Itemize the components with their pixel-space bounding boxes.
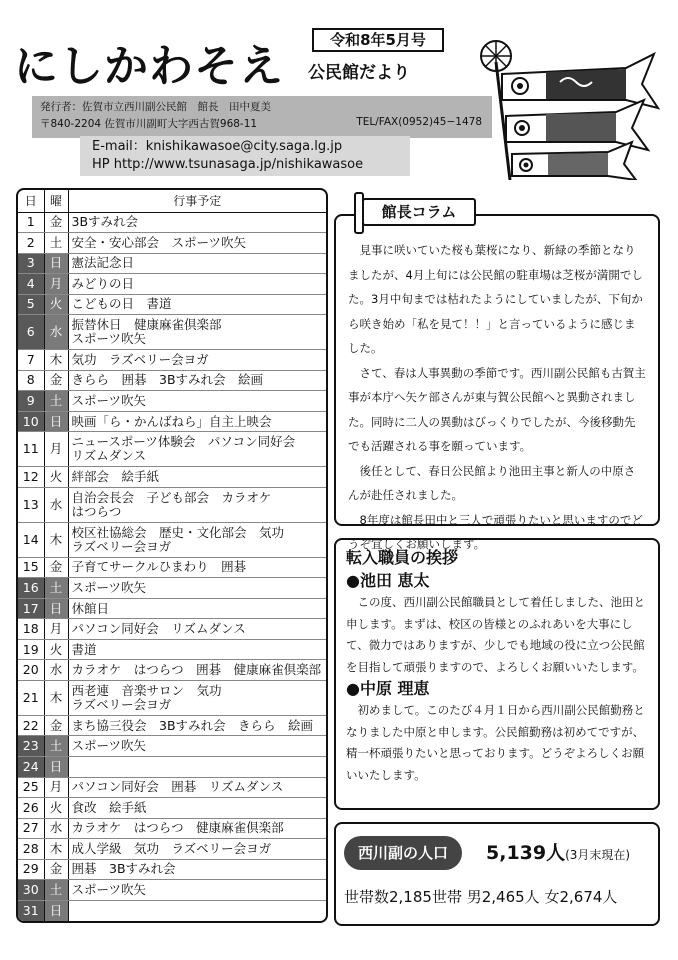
schedule-row xyxy=(18,715,326,736)
day-number: 23 xyxy=(18,736,44,757)
population-label: 西川副の人口 xyxy=(344,836,462,870)
weekday: 月 xyxy=(44,619,68,640)
day-number: 4 xyxy=(18,274,44,295)
event-text: 校区社協総会 歴史・文化部会 気功 xyxy=(71,524,285,540)
weekday: 日 xyxy=(44,598,68,619)
homepage-link[interactable]: HP http://www.tsunasaga.jp/nishikawasoe xyxy=(92,157,364,172)
day-number: 6 xyxy=(18,315,44,350)
event-text: 食改 絵手紙 xyxy=(71,799,147,815)
event-text: リズムダンス xyxy=(71,448,147,464)
weekday: 土 xyxy=(44,233,68,254)
koinobori-icon xyxy=(476,34,668,180)
event-text: 子育てサークルひまわり 囲碁 xyxy=(71,559,247,575)
schedule-row xyxy=(18,818,326,839)
day-number: 21 xyxy=(18,680,44,715)
event-cell xyxy=(68,680,326,715)
event-cell xyxy=(68,660,326,681)
issue-label: 令和8年5月号 xyxy=(312,28,444,52)
schedule-row xyxy=(18,578,326,599)
day-number: 2 xyxy=(18,233,44,254)
event-text: 憲法記念日 xyxy=(71,255,135,271)
day-number: 13 xyxy=(18,487,44,522)
weekday: 金 xyxy=(44,557,68,578)
event-text: 囲碁 3Bすみれ会 xyxy=(71,861,176,877)
event-cell xyxy=(68,859,326,880)
weekday: 木 xyxy=(44,350,68,371)
event-column-header: 行事予定 xyxy=(68,190,326,212)
schedule-row xyxy=(18,798,326,819)
schedule-row xyxy=(18,315,326,350)
column-paragraph: 8年度は館長田中と三人で頑張りたいと思いますのでどうぞ宜しくお願いします。 xyxy=(348,512,643,551)
day-column-header: 日 xyxy=(18,190,44,212)
schedule-row xyxy=(18,411,326,432)
weekday: 金 xyxy=(44,212,68,233)
schedule-row xyxy=(18,839,326,860)
schedule-row xyxy=(18,680,326,715)
day-number: 10 xyxy=(18,411,44,432)
day-number: 28 xyxy=(18,839,44,860)
schedule-row xyxy=(18,467,326,488)
day-number: 22 xyxy=(18,715,44,736)
event-text: ニュースポーツ体験会 パソコン同好会 xyxy=(71,434,296,450)
day-number: 20 xyxy=(18,660,44,681)
event-cell xyxy=(68,315,326,350)
schedule-row xyxy=(18,487,326,522)
schedule-table xyxy=(18,190,326,921)
schedule-row xyxy=(18,756,326,777)
greetings-title: 転入職員の挨拶 xyxy=(346,548,459,567)
event-text: きらら 囲碁 3Bすみれ会 絵画 xyxy=(71,372,264,388)
event-cell xyxy=(68,557,326,578)
event-cell xyxy=(68,777,326,798)
weekday: 土 xyxy=(44,391,68,412)
schedule-row xyxy=(18,212,326,233)
email-link[interactable]: E-mail：knishikawasoe@city.saga.lg.jp xyxy=(92,139,343,154)
day-number: 30 xyxy=(18,880,44,901)
day-number: 7 xyxy=(18,350,44,371)
schedule-row xyxy=(18,598,326,619)
schedule-row xyxy=(18,880,326,901)
schedule-row xyxy=(18,900,326,921)
event-cell xyxy=(68,391,326,412)
event-text: スポーツ吹矢 xyxy=(71,738,147,754)
newsletter-subtitle: 公民館だより xyxy=(308,63,410,83)
day-number: 5 xyxy=(18,294,44,315)
weekday: 土 xyxy=(44,880,68,901)
event-cell xyxy=(68,411,326,432)
day-number: 18 xyxy=(18,619,44,640)
weekday: 金 xyxy=(44,859,68,880)
schedule-row xyxy=(18,859,326,880)
day-number: 3 xyxy=(18,253,44,274)
day-number: 31 xyxy=(18,900,44,921)
day-number: 8 xyxy=(18,370,44,391)
contact-info xyxy=(80,136,410,176)
event-text: ラズベリー会ヨガ xyxy=(71,696,172,712)
day-number: 27 xyxy=(18,818,44,839)
event-text: カラオケ はつらつ 健康麻雀倶楽部 xyxy=(71,820,284,836)
event-text: スポーツ吹矢 xyxy=(71,579,147,595)
event-cell xyxy=(68,900,326,921)
weekday-column-header: 曜 xyxy=(44,190,68,212)
event-text: 映画「ら・かんばねら」自主上映会 xyxy=(71,413,272,429)
column-title: 館長コラム xyxy=(362,198,476,226)
event-cell xyxy=(68,253,326,274)
weekday: 日 xyxy=(44,900,68,921)
publisher-info xyxy=(32,96,492,138)
event-text: 絆部会 絵手紙 xyxy=(71,469,160,485)
weekday: 水 xyxy=(44,818,68,839)
event-text: はつらつ xyxy=(71,503,122,519)
event-cell xyxy=(68,598,326,619)
weekday: 金 xyxy=(44,370,68,391)
event-cell xyxy=(68,818,326,839)
event-text: スポーツ吹矢 xyxy=(71,393,147,409)
column-paragraph: 見事に咲いていた桜も葉桜になり、新緑の季節となりましたが、4月上旬には公民館の駐車場は芝桜が満開でした。3月中旬までは枯れたようにしていましたが、下旬から咲き始め「私を見て！！」と言っているように感じました。 xyxy=(348,243,643,355)
day-number: 17 xyxy=(18,598,44,619)
event-cell xyxy=(68,880,326,901)
weekday: 水 xyxy=(44,315,68,350)
event-cell xyxy=(68,798,326,819)
weekday: 木 xyxy=(44,680,68,715)
event-text: こどもの日 書道 xyxy=(71,296,172,312)
day-number: 19 xyxy=(18,639,44,660)
event-cell xyxy=(68,736,326,757)
staff-name: ●池田 恵太 xyxy=(346,571,430,590)
event-cell xyxy=(68,432,326,467)
event-cell xyxy=(68,715,326,736)
event-text: パソコン同好会 囲碁 リズムダンス xyxy=(71,779,284,795)
event-cell xyxy=(68,294,326,315)
schedule-row xyxy=(18,736,326,757)
event-text: パソコン同好会 リズムダンス xyxy=(71,621,246,637)
event-text: まち協三役会 3Bすみれ会 きらら 絵画 xyxy=(71,717,314,733)
event-text: スポーツ吹矢 xyxy=(71,331,147,347)
day-number: 1 xyxy=(18,212,44,233)
event-text: カラオケ はつらつ 囲碁 健康麻雀倶楽部 xyxy=(71,662,322,678)
day-number: 14 xyxy=(18,522,44,557)
event-cell xyxy=(68,522,326,557)
staff-name: ●中原 理恵 xyxy=(346,679,430,698)
weekday: 水 xyxy=(44,487,68,522)
weekday: 火 xyxy=(44,639,68,660)
publisher-line: 発行者：佐賀市立西川副公民館 館長 田中夏美 xyxy=(40,101,271,113)
weekday: 火 xyxy=(44,467,68,488)
event-text: みどりの日 xyxy=(71,275,135,291)
event-text: 自治会長会 子ども部会 カラオケ xyxy=(71,489,272,505)
event-cell xyxy=(68,370,326,391)
day-number: 16 xyxy=(18,578,44,599)
weekday: 日 xyxy=(44,253,68,274)
tel-fax: TEL/FAX(0952)45−1478 xyxy=(356,116,482,128)
event-cell xyxy=(68,839,326,860)
event-text: 安全・安心部会 スポーツ吹矢 xyxy=(71,234,247,250)
schedule-row xyxy=(18,274,326,295)
population-total-line xyxy=(486,838,630,865)
new-staff-greetings xyxy=(334,538,660,810)
event-cell xyxy=(68,619,326,640)
schedule-row xyxy=(18,777,326,798)
event-text: ラズベリー会ヨガ xyxy=(71,538,172,554)
weekday: 水 xyxy=(44,660,68,681)
day-number: 9 xyxy=(18,391,44,412)
event-cell xyxy=(68,350,326,371)
event-schedule xyxy=(16,188,328,923)
schedule-row xyxy=(18,639,326,660)
event-cell xyxy=(68,487,326,522)
event-cell xyxy=(68,756,326,777)
event-text: スポーツ吹矢 xyxy=(71,882,147,897)
event-text: 振替休日 健康麻雀倶楽部 xyxy=(71,317,222,333)
day-number: 26 xyxy=(18,798,44,819)
weekday: 月 xyxy=(44,274,68,295)
event-text: 気功 ラズベリー会ヨガ xyxy=(71,351,209,367)
weekday: 土 xyxy=(44,736,68,757)
population-total: 5,139人 xyxy=(486,842,566,864)
schedule-row xyxy=(18,660,326,681)
weekday: 金 xyxy=(44,715,68,736)
event-cell xyxy=(68,639,326,660)
day-number: 24 xyxy=(18,756,44,777)
day-number: 12 xyxy=(18,467,44,488)
male-count: 男2,465人 xyxy=(466,888,540,906)
column-paragraph: さて、春は人事異動の季節です。西川副公民館も古賀主事が本庁へ矢ケ部さんが東与賀公民館へと異動されました。同時に二人の異動はびっくりでしたが、今後移動先でも活躍される事を願っています。 xyxy=(348,365,646,453)
schedule-row xyxy=(18,557,326,578)
weekday: 日 xyxy=(44,411,68,432)
newsletter-title: にしかわそえ xyxy=(14,41,284,92)
event-cell xyxy=(68,467,326,488)
schedule-row xyxy=(18,619,326,640)
event-text: 3Bすみれ会 xyxy=(71,214,139,230)
weekday: 月 xyxy=(44,432,68,467)
staff-greeting-text: この度、西川副公民館職員として着任しました、池田と申します。まずは、校区の皆様とのふれあいを大事にして、微力ではありますが、少しでも地域の役に立つ公民館を目指して頑張りますので、よろしくお願いいたします。 xyxy=(346,595,645,674)
weekday: 月 xyxy=(44,777,68,798)
event-cell xyxy=(68,233,326,254)
day-number: 29 xyxy=(18,859,44,880)
weekday: 火 xyxy=(44,798,68,819)
event-cell xyxy=(68,212,326,233)
schedule-row xyxy=(18,391,326,412)
schedule-row xyxy=(18,253,326,274)
population-box xyxy=(334,822,660,926)
schedule-row xyxy=(18,350,326,371)
weekday: 火 xyxy=(44,294,68,315)
weekday: 木 xyxy=(44,839,68,860)
weekday: 土 xyxy=(44,578,68,599)
female-count: 女2,674人 xyxy=(544,888,618,906)
schedule-row xyxy=(18,522,326,557)
schedule-header-row xyxy=(18,190,326,212)
schedule-row xyxy=(18,432,326,467)
weekday: 日 xyxy=(44,756,68,777)
event-cell xyxy=(68,578,326,599)
event-text: 書道 xyxy=(71,641,97,657)
household-count: 世帯数2,185世帯 xyxy=(344,888,462,906)
day-number: 25 xyxy=(18,777,44,798)
address-line: 〒840-2204 佐賀市川副町大字西古賀968-11 xyxy=(40,118,258,130)
day-number: 15 xyxy=(18,557,44,578)
day-number: 11 xyxy=(18,432,44,467)
population-as-of: (3月末現在) xyxy=(565,848,631,862)
event-cell xyxy=(68,274,326,295)
schedule-row xyxy=(18,370,326,391)
event-text: 休館日 xyxy=(71,600,110,616)
schedule-row xyxy=(18,294,326,315)
event-text: 成人学級 気功 ラズベリー会ヨガ xyxy=(71,840,272,856)
staff-greeting-text: 初めまして。このたび４月１日から西川副公民館勤務となりました中原と申します。公民館勤務は初めてですが、精一杯頑張りたいと思っております。どうぞよろしくお願いいたします。 xyxy=(346,703,645,782)
event-text: 西老連 音楽サロン 気功 xyxy=(71,682,222,698)
schedule-row xyxy=(18,233,326,254)
population-detail xyxy=(344,886,617,907)
director-column xyxy=(334,214,660,551)
weekday: 木 xyxy=(44,522,68,557)
column-paragraph: 後任として、春日公民館より池田主事と新人の中原さんが赴任されました。 xyxy=(348,463,636,502)
